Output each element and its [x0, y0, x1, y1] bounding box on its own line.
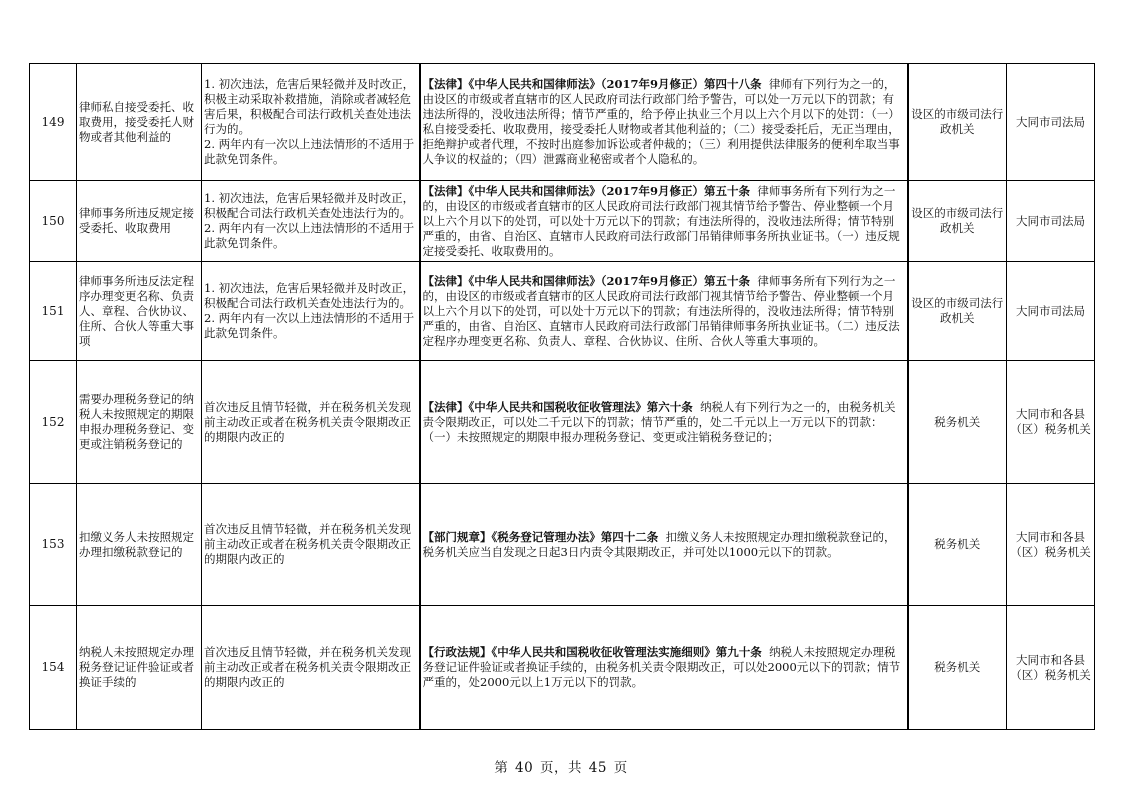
- exemption-condition-text: 首次违反且情节轻微，并在税务机关发现前主动改正或者在税务机关责令限期改正的期限内改正的: [204, 399, 411, 444]
- exemption-condition: [202, 606, 420, 730]
- implementing-unit: 大同市司法局: [1007, 181, 1095, 262]
- violation-name: 扣缴义务人未按照规定办理扣缴税款登记的: [77, 484, 202, 606]
- penalty-exemption-table-container: [29, 63, 1094, 730]
- implementing-unit: 大同市司法局: [1007, 64, 1095, 181]
- row-number: 154: [30, 606, 77, 730]
- enforcement-organ: 设区的市级司法行政机关: [908, 262, 1007, 361]
- legal-basis-text: 律师有下列行为之一的，由设区的市级或者直辖市的区人民政府司法行政部门给予警告，可以处一万元以下的罚款；有违法所得的，没收违法所得；情节严重的，给予停止执业三个月以上六个月以下的处罚：（一）私自接受委托、收取费用，接受委托人财物或者其他利益的；（二）接受委托后，无正当理由，拒绝辩护或者代理，不按时出庭参加诉讼或者仲裁的；（三）利用提供法律服务的便利牟取当事人争议的权益的；（四）泄露商业秘密或者个人隐私的。: [422, 77, 900, 166]
- exemption-condition-text: 1. 初次违法，危害后果轻微并及时改正，积极配合司法行政机关查处违法行为的。 2. 两年内有一次以上违法情形的不适用于此款免罚条件。: [204, 281, 415, 340]
- enforcement-organ: 设区的市级司法行政机关: [908, 64, 1007, 181]
- enforcement-organ: 税务机关: [908, 606, 1007, 730]
- violation-name: 律师事务所违反规定接受委托、收取费用: [77, 181, 202, 262]
- exemption-condition: [202, 361, 420, 484]
- table-row: [30, 64, 1095, 181]
- current-page-number: 40: [515, 760, 534, 776]
- footer-suffix: 页: [613, 760, 628, 776]
- exemption-condition: [202, 181, 420, 262]
- table-row: [30, 484, 1095, 606]
- page-footer: [0, 756, 1122, 776]
- legal-basis-text: 扣缴义务人未按照规定办理扣缴税款登记的，税务机关应当自发现之日起3日内责令其限期改正，并可处以1000元以下的罚款。: [422, 529, 896, 559]
- legal-basis-heading: 【法律】《中华人民共和国律师法》（2017年9月修正）第五十条: [422, 273, 751, 288]
- table-row: [30, 361, 1095, 484]
- enforcement-organ: 设区的市级司法行政机关: [908, 181, 1007, 262]
- legal-basis: [420, 361, 908, 484]
- row-number: 149: [30, 64, 77, 181]
- violation-name: 律师事务所违反法定程序办理变更名称、负责人、章程、合伙协议、住所、合伙人等重大事项: [77, 262, 202, 361]
- footer-prefix: 第: [494, 760, 509, 776]
- footer-middle: 页，共: [540, 760, 582, 776]
- exemption-condition-text: 首次违反且情节轻微，并在税务机关发现前主动改正或者在税务机关责令限期改正的期限内改正的: [204, 522, 411, 566]
- legal-basis-text: 纳税人有下列行为之一的，由税务机关责令限期改正，可以处二千元以下的罚款；情节严重的，处二千元以上一万元以下的罚款： （一）未按照规定的期限申报办理税务登记、变更或注销税务登记的；: [422, 399, 896, 444]
- legal-basis: [420, 606, 908, 730]
- row-number: 150: [30, 181, 77, 262]
- row-number: 151: [30, 262, 77, 361]
- legal-basis: [420, 64, 908, 181]
- legal-basis-heading: 【法律】《中华人民共和国税收征收管理法》第六十条: [422, 399, 693, 414]
- legal-basis: [420, 262, 908, 361]
- exemption-condition-text: 1. 初次违法，危害后果轻微并及时改正，积极主动采取补救措施，消除或者减轻危害后果，积极配合司法行政机关查处违法行为的。 2. 两年内有一次以上违法情形的不适用于此款免罚条件。: [204, 77, 415, 166]
- legal-basis-text: 律师事务所有下列行为之一的，由设区的市级或者直辖市的区人民政府司法行政部门视其情节给予警告、停业整顿一个月以上六个月以下的处罚，可以处十万元以下的罚款；有违法所得的，没收违法所得；情节特别严重的，由省、自治区、直辖市人民政府司法行政部门吊销律师事务所执业证书。（一）违反规定接受委托、收取费用的。: [422, 183, 900, 258]
- implementing-unit: 大同市司法局: [1007, 262, 1095, 361]
- exemption-condition: [202, 64, 420, 181]
- violation-name: 律师私自接受委托、收取费用，接受委托人财物或者其他利益的: [77, 64, 202, 181]
- total-page-count: 45: [588, 760, 607, 776]
- implementing-unit: 大同市和各县（区）税务机关: [1007, 484, 1095, 606]
- table-body: [30, 64, 1095, 730]
- legal-basis-heading: 【法律】《中华人民共和国律师法》（2017年9月修正）第五十条: [422, 183, 751, 198]
- legal-basis-text: 律师事务所有下列行为之一的，由设区的市级或者直辖市的区人民政府司法行政部门视其情节给予警告、停业整顿一个月以上六个月以下的处罚，可以处十万元以下的罚款；有违法所得的，没收违法所得；情节特别严重的，由省、自治区、直辖市人民政府司法行政部门吊销律师事务所执业证书。（二）违反法定程序办理变更名称、负责人、章程、合伙协议、住所、合伙人等重大事项的。: [422, 273, 900, 348]
- legal-basis: [420, 484, 908, 606]
- legal-basis-heading: 【行政法规】《中华人民共和国税收征收管理法实施细则》第九十条: [422, 645, 762, 659]
- violation-name: 纳税人未按照规定办理税务登记证件验证或者换证手续的: [77, 606, 202, 730]
- legal-basis-heading: 【部门规章】《税务登记管理办法》第四十二条: [422, 529, 659, 544]
- enforcement-organ: 税务机关: [908, 484, 1007, 606]
- table-row: [30, 262, 1095, 361]
- implementing-unit: 大同市和各县（区）税务机关: [1007, 606, 1095, 730]
- implementing-unit: 大同市和各县（区）税务机关: [1007, 361, 1095, 484]
- table-row: [30, 606, 1095, 730]
- enforcement-organ: 税务机关: [908, 361, 1007, 484]
- exemption-condition: [202, 484, 420, 606]
- exemption-condition-text: 首次违反且情节轻微，并在税务机关发现前主动改正或者在税务机关责令限期改正的期限内改正的: [204, 645, 411, 689]
- exemption-condition: [202, 262, 420, 361]
- row-number: 153: [30, 484, 77, 606]
- legal-basis-heading: 【法律】《中华人民共和国律师法》（2017年9月修正）第四十八条: [422, 77, 762, 91]
- exemption-condition-text: 1. 初次违法，危害后果轻微并及时改正，积极配合司法行政机关查处违法行为的。 2. 两年内有一次以上违法情形的不适用于此款免罚条件。: [204, 191, 415, 250]
- row-number: 152: [30, 361, 77, 484]
- legal-basis-text: 纳税人未按照规定办理税务登记证件验证或者换证手续的，由税务机关责令限期改正，可以处2000元以下的罚款；情节严重的，处2000元以上1万元以下的罚款。: [422, 645, 901, 689]
- penalty-exemption-table: [29, 63, 1095, 730]
- violation-name: 需要办理税务登记的纳税人未按照规定的期限申报办理税务登记、变更或注销税务登记的: [77, 361, 202, 484]
- legal-basis: [420, 181, 908, 262]
- table-row: [30, 181, 1095, 262]
